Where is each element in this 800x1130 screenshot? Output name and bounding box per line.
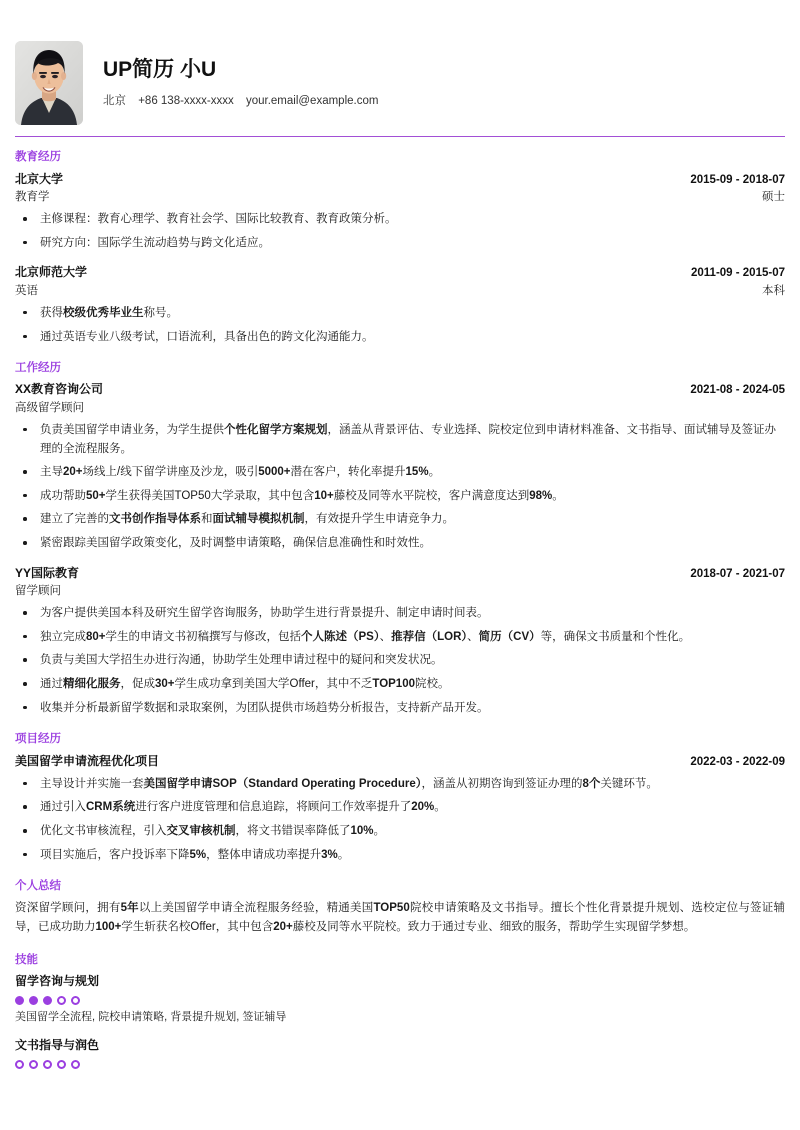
rating-dot-filled: [43, 996, 52, 1005]
contact-phone: +86 138-xxxx-xxxx: [138, 94, 234, 107]
resume-header: [15, 0, 785, 136]
entry-bullet-list: [15, 210, 785, 252]
entry-role: 留学顾问: [15, 584, 61, 597]
entry-bullet-list: [15, 604, 785, 717]
rating-dot-empty: [57, 1060, 66, 1069]
bullet-item: 通过英语专业八级考试，口语流利，具备出色的跨文化沟通能力。: [15, 328, 785, 347]
section-title-project: 项目经历: [15, 733, 61, 746]
entry-header-row: [15, 380, 785, 399]
section-title-work: 工作经历: [15, 362, 61, 375]
project-entries: [15, 752, 785, 865]
experience-entry: [15, 263, 785, 346]
skill-rating: [15, 996, 785, 1005]
entry-role: 高级留学顾问: [15, 401, 84, 414]
section-skills: [15, 952, 785, 1069]
education-entries: [15, 170, 785, 347]
skill-spacer: [15, 1025, 785, 1035]
bullet-item: 通过精细化服务，促成30+学生成功拿到美国大学Offer，其中不乏TOP100院校。: [15, 675, 785, 694]
avatar: [15, 41, 83, 125]
experience-entry: [15, 170, 785, 253]
entry-organization: XX教育咨询公司: [15, 382, 104, 397]
page-title: UP简历 小U: [103, 58, 217, 82]
bullet-item: 主导设计并实施一套美国留学申请SOP（Standard Operating Procedure），涵盖从初期咨询到签证办理的8个关键环节。: [15, 775, 785, 794]
entry-role: 教育学: [15, 190, 50, 203]
rating-dot-empty: [57, 996, 66, 1005]
rating-dot-empty: [29, 1060, 38, 1069]
bullet-item: 成功帮助50+学生获得美国TOP50大学录取，其中包含10+藤校及同等水平院校，客户满意度达到98%。: [15, 487, 785, 506]
bullet-item: 主导20+场线上/线下留学讲座及沙龙，吸引5000+潜在客户，转化率提升15%。: [15, 463, 785, 482]
contact-email: your.email@example.com: [245, 94, 379, 107]
bullet-item: 获得校级优秀毕业生称号。: [15, 304, 785, 323]
entry-role: 英语: [15, 284, 38, 297]
experience-entry: [15, 752, 785, 865]
entry-degree: 硕士: [762, 190, 785, 203]
skill-keywords: 美国留学全流程, 院校申请策略, 背景提升规划, 签证辅导: [15, 1010, 287, 1023]
entry-organization: 北京大学: [15, 171, 64, 186]
section-title-skills: 技能: [15, 954, 38, 967]
entry-spacer: [15, 254, 785, 263]
entry-date-range: 2018-07 - 2021-07: [690, 567, 785, 580]
bullet-item: 紧密跟踪美国留学政策变化，及时调整申请策略，确保信息准确性和时效性。: [15, 534, 785, 553]
entry-header-row: [15, 752, 785, 771]
entry-date-range: 2021-08 - 2024-05: [690, 384, 785, 397]
section-title-summary: 个人总结: [15, 880, 61, 893]
entry-date-range: 2015-09 - 2018-07: [690, 173, 785, 186]
skill-item: [15, 1036, 785, 1069]
entry-date-range: 2022-03 - 2022-09: [690, 755, 785, 768]
skill-name: 留学咨询与规划: [15, 974, 100, 989]
section-project: [15, 731, 785, 864]
entry-bullet-list: [15, 304, 785, 346]
work-entries: [15, 380, 785, 717]
rating-dot-empty: [71, 996, 80, 1005]
entry-organization: 美国留学申请流程优化项目: [15, 753, 160, 768]
entry-spacer: [15, 555, 785, 564]
skill-rating: [15, 1060, 785, 1069]
bullet-item: 收集并分析最新留学数据和录取案例，为团队提供市场趋势分析报告，支持新产品开发。: [15, 699, 785, 718]
experience-entry: [15, 380, 785, 552]
bullet-item: 负责与美国大学招生办进行沟通，协助学生处理申请过程中的疑问和突发状况。: [15, 651, 785, 670]
rating-dot-filled: [15, 996, 24, 1005]
entry-bullet-list: [15, 775, 785, 865]
bullet-item: 优化文书审核流程，引入交叉审核机制，将文书错误率降低了10%。: [15, 822, 785, 841]
skill-list: [15, 972, 785, 1069]
bullet-item: 研究方向：国际学生流动趋势与跨文化适应。: [15, 234, 785, 253]
skill-name: 文书指导与润色: [15, 1038, 100, 1053]
entry-subheader-row: [15, 189, 785, 206]
entry-subheader-row: [15, 400, 785, 417]
entry-header-row: [15, 564, 785, 583]
entry-date-range: 2011-09 - 2015-07: [691, 267, 785, 280]
bullet-item: 为客户提供美国本科及研究生留学咨询服务，协助学生进行背景提升、制定申请时间表。: [15, 604, 785, 623]
entry-bullet-list: [15, 421, 785, 553]
rating-dot-empty: [15, 1060, 24, 1069]
contact-line: [103, 94, 378, 109]
bullet-item: 主修课程：教育心理学、教育社会学、国际比较教育、教育政策分析。: [15, 210, 785, 229]
rating-dot-empty: [71, 1060, 80, 1069]
entry-degree: 本科: [762, 284, 785, 297]
skill-item: [15, 972, 785, 1025]
contact-location: 北京: [103, 94, 126, 107]
rating-dot-empty: [43, 1060, 52, 1069]
section-summary: [15, 878, 785, 938]
summary-text: 资深留学顾问，拥有5年以上美国留学申请全流程服务经验，精通美国TOP50院校申请策略及文书指导。擅长个性化背景提升规划、选校定位与签证辅导，已成功助力100+学生斩获名校Offer，其中包含20+藤校及同等水平院校。致力于通过专业、细致的服务，帮助学生实现留学梦想。: [15, 901, 786, 934]
section-education: [15, 149, 785, 346]
entry-subheader-row: [15, 583, 785, 600]
entry-organization: 北京师范大学: [15, 265, 88, 280]
rating-dot-filled: [29, 996, 38, 1005]
entry-header-row: [15, 170, 785, 189]
bullet-item: 独立完成80+学生的申请文书初稿撰写与修改，包括个人陈述（PS）、推荐信（LOR）、简历（CV）等，确保文书质量和个性化。: [15, 628, 785, 647]
entry-header-row: [15, 263, 785, 282]
section-work: [15, 360, 785, 717]
experience-entry: [15, 564, 785, 718]
bullet-item: 项目实施后，客户投诉率下降5%，整体申请成功率提升3%。: [15, 846, 785, 865]
bullet-item: 负责美国留学申请业务，为学生提供个性化留学方案规划，涵盖从背景评估、专业选择、院校定位到申请材料准备、文书指导、面试辅导及签证办理的全流程服务。: [15, 421, 785, 458]
bullet-item: 通过引入CRM系统进行客户进度管理和信息追踪，将顾问工作效率提升了20%。: [15, 798, 785, 817]
section-title-education: 教育经历: [15, 151, 61, 164]
entry-organization: YY国际教育: [15, 565, 80, 580]
bullet-item: 建立了完善的文书创作指导体系和面试辅导模拟机制，有效提升学生申请竞争力。: [15, 510, 785, 529]
entry-subheader-row: [15, 283, 785, 300]
identity-block: [103, 57, 378, 108]
header-divider: [15, 136, 785, 137]
